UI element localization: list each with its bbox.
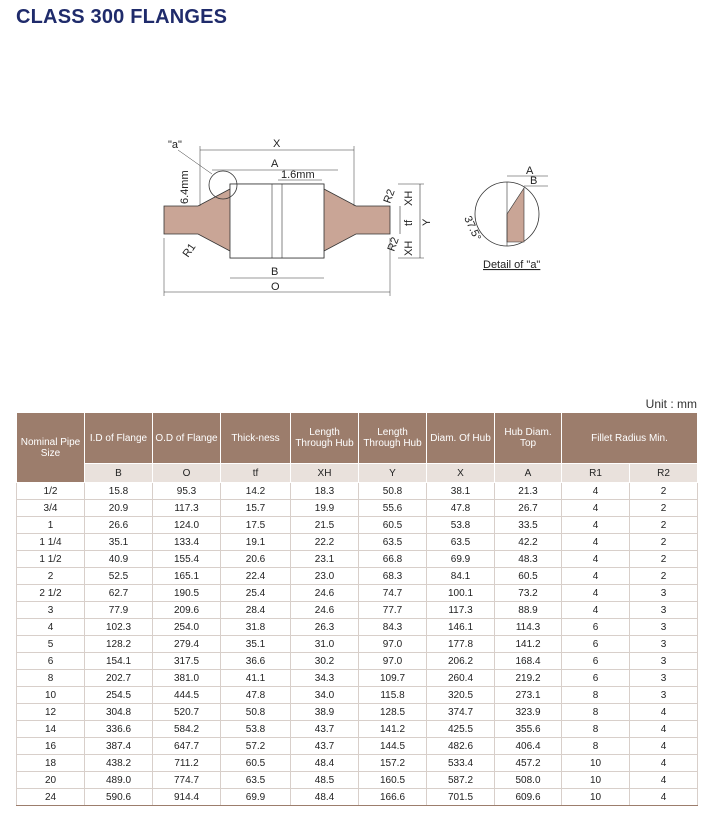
col-thickness: Thick-ness <box>221 413 291 464</box>
table-cell: 5 <box>17 636 85 653</box>
dim-y-label: Y <box>421 218 433 226</box>
table-cell: 48.4 <box>291 789 359 806</box>
table-cell: 62.7 <box>85 585 153 602</box>
table-cell: 6 <box>562 653 630 670</box>
table-cell: 3/4 <box>17 500 85 517</box>
table-cell: 2 <box>630 483 698 500</box>
table-cell: 12 <box>17 704 85 721</box>
table-row <box>17 551 698 568</box>
table-cell: 43.7 <box>291 721 359 738</box>
table-cell: 587.2 <box>427 772 495 789</box>
table-cell: 202.7 <box>85 670 153 687</box>
col-length-hub-y: Length Through Hub <box>359 413 427 464</box>
table-cell: 3 <box>630 653 698 670</box>
table-cell: 63.5 <box>221 772 291 789</box>
col-nominal-size: Nominal Pipe Size <box>17 413 85 483</box>
table-cell: 3 <box>630 602 698 619</box>
table-cell: 155.4 <box>153 551 221 568</box>
table-cell: 320.5 <box>427 687 495 704</box>
table-cell: 114.3 <box>495 619 562 636</box>
dim-r2-top-label: R2 <box>381 187 398 206</box>
table-cell: 254.5 <box>85 687 153 704</box>
table-row <box>17 517 698 534</box>
table-row <box>17 653 698 670</box>
table-cell: 166.6 <box>359 789 427 806</box>
table-cell: 84.3 <box>359 619 427 636</box>
table-cell: 17.5 <box>221 517 291 534</box>
table-cell: 100.1 <box>427 585 495 602</box>
table-cell: 48.5 <box>291 772 359 789</box>
table-cell: 2 <box>630 517 698 534</box>
sub-a: A <box>495 464 562 483</box>
table-cell: 60.5 <box>495 568 562 585</box>
table-cell: 50.8 <box>221 704 291 721</box>
table-cell: 355.6 <box>495 721 562 738</box>
table-cell: 482.6 <box>427 738 495 755</box>
table-cell: 141.2 <box>495 636 562 653</box>
table-cell: 20.6 <box>221 551 291 568</box>
table-cell: 73.2 <box>495 585 562 602</box>
table-row <box>17 568 698 585</box>
table-cell: 63.5 <box>359 534 427 551</box>
table-row <box>17 789 698 806</box>
table-cell: 66.8 <box>359 551 427 568</box>
table-cell: 190.5 <box>153 585 221 602</box>
table-row <box>17 772 698 789</box>
table-cell: 21.5 <box>291 517 359 534</box>
table-cell: 3 <box>630 670 698 687</box>
table-cell: 109.7 <box>359 670 427 687</box>
table-cell: 31.0 <box>291 636 359 653</box>
table-cell: 48.4 <box>291 755 359 772</box>
table-cell: 160.5 <box>359 772 427 789</box>
table-cell: 74.7 <box>359 585 427 602</box>
table-cell: 68.3 <box>359 568 427 585</box>
table-cell: 26.7 <box>495 500 562 517</box>
table-cell: 4 <box>562 517 630 534</box>
table-cell: 4 <box>562 500 630 517</box>
table-cell: 133.4 <box>153 534 221 551</box>
sub-o: O <box>153 464 221 483</box>
col-id-flange: I.D of Flange <box>85 413 153 464</box>
dim-tf-label: tf <box>403 219 415 226</box>
flange-section-drawing <box>150 134 440 300</box>
dim-xh-bottom-label: XH <box>403 240 415 256</box>
table-row <box>17 721 698 738</box>
table-cell: 6 <box>17 653 85 670</box>
table-cell: 157.2 <box>359 755 427 772</box>
table-cell: 43.7 <box>291 738 359 755</box>
table-cell: 154.1 <box>85 653 153 670</box>
col-diam-hub: Diam. Of Hub <box>427 413 495 464</box>
table-cell: 102.3 <box>85 619 153 636</box>
table-cell: 219.2 <box>495 670 562 687</box>
sub-x: X <box>427 464 495 483</box>
table-cell: 38.1 <box>427 483 495 500</box>
table-cell: 6 <box>562 636 630 653</box>
table-cell: 4 <box>630 704 698 721</box>
table-cell: 41.1 <box>221 670 291 687</box>
table-cell: 279.4 <box>153 636 221 653</box>
table-cell: 19.9 <box>291 500 359 517</box>
table-cell: 8 <box>17 670 85 687</box>
table-row <box>17 687 698 704</box>
dim-xh-top-label: XH <box>403 190 415 206</box>
table-row <box>17 704 698 721</box>
table-cell: 4 <box>562 551 630 568</box>
table-cell: 2 <box>630 534 698 551</box>
table-cell: 38.9 <box>291 704 359 721</box>
table-cell: 647.7 <box>153 738 221 755</box>
table-row <box>17 755 698 772</box>
table-cell: 84.1 <box>427 568 495 585</box>
table-cell: 33.5 <box>495 517 562 534</box>
table-cell: 28.4 <box>221 602 291 619</box>
table-cell: 444.5 <box>153 687 221 704</box>
table-cell: 8 <box>562 721 630 738</box>
table-body <box>17 483 698 806</box>
table-cell: 42.2 <box>495 534 562 551</box>
dim-x-label: X <box>273 138 281 150</box>
table-cell: 4 <box>630 772 698 789</box>
table-cell: 3 <box>630 619 698 636</box>
table-cell: 489.0 <box>85 772 153 789</box>
table-cell: 374.7 <box>427 704 495 721</box>
table-cell: 35.1 <box>85 534 153 551</box>
table-cell: 4 <box>630 789 698 806</box>
table-cell: 590.6 <box>85 789 153 806</box>
table-cell: 124.0 <box>153 517 221 534</box>
table-cell: 26.6 <box>85 517 153 534</box>
dim-b-label: B <box>271 266 279 278</box>
table-cell: 381.0 <box>153 670 221 687</box>
table-cell: 20.9 <box>85 500 153 517</box>
table-cell: 711.2 <box>153 755 221 772</box>
table-cell: 1 1/2 <box>17 551 85 568</box>
table-cell: 24 <box>17 789 85 806</box>
col-fillet-radius: Fillet Radius Min. <box>562 413 698 464</box>
table-cell: 19.1 <box>221 534 291 551</box>
detail-a-mark: "a" <box>168 139 182 151</box>
table-cell: 3 <box>630 636 698 653</box>
table-cell: 508.0 <box>495 772 562 789</box>
sub-r1: R1 <box>562 464 630 483</box>
table-cell: 77.9 <box>85 602 153 619</box>
table-cell: 97.0 <box>359 653 427 670</box>
table-cell: 10 <box>17 687 85 704</box>
table-cell: 97.0 <box>359 636 427 653</box>
table-cell: 1 1/4 <box>17 534 85 551</box>
table-row <box>17 483 698 500</box>
table-cell: 24.6 <box>291 602 359 619</box>
table-header-row <box>17 413 698 464</box>
table-cell: 2 <box>630 568 698 585</box>
table-cell: 209.6 <box>153 602 221 619</box>
table-cell: 60.5 <box>221 755 291 772</box>
table-cell: 425.5 <box>427 721 495 738</box>
table-cell: 34.0 <box>291 687 359 704</box>
table-cell: 609.6 <box>495 789 562 806</box>
table-cell: 31.8 <box>221 619 291 636</box>
table-cell: 8 <box>562 687 630 704</box>
table-cell: 26.3 <box>291 619 359 636</box>
detail-caption: Detail of "a" <box>483 259 541 271</box>
table-cell: 1/2 <box>17 483 85 500</box>
col-od-flange: O.D of Flange <box>153 413 221 464</box>
table-row <box>17 534 698 551</box>
table-cell: 168.4 <box>495 653 562 670</box>
table-cell: 52.5 <box>85 568 153 585</box>
table-cell: 3 <box>17 602 85 619</box>
table-cell: 254.0 <box>153 619 221 636</box>
dim-a-label: A <box>271 158 279 170</box>
table-cell: 63.5 <box>427 534 495 551</box>
table-cell: 95.3 <box>153 483 221 500</box>
col-hub-diam-top: Hub Diam. Top <box>495 413 562 464</box>
table-cell: 146.1 <box>427 619 495 636</box>
table-cell: 3 <box>630 687 698 704</box>
table-cell: 23.1 <box>291 551 359 568</box>
table-cell: 4 <box>562 585 630 602</box>
table-cell: 8 <box>562 738 630 755</box>
detail-angle-label: 37.5° <box>461 214 484 243</box>
detail-a-drawing <box>450 162 560 274</box>
table-cell: 774.7 <box>153 772 221 789</box>
table-cell: 18.3 <box>291 483 359 500</box>
flange-spec-table <box>16 412 698 806</box>
table-row <box>17 602 698 619</box>
table-cell: 4 <box>630 755 698 772</box>
table-cell: 128.5 <box>359 704 427 721</box>
sub-y: Y <box>359 464 427 483</box>
table-cell: 323.9 <box>495 704 562 721</box>
detail-a-label: A <box>526 165 534 177</box>
table-cell: 40.9 <box>85 551 153 568</box>
flange-bore <box>230 184 324 258</box>
table-cell: 53.8 <box>427 517 495 534</box>
page-title: CLASS 300 FLANGES <box>16 6 228 28</box>
table-cell: 4 <box>630 738 698 755</box>
table-cell: 4 <box>562 602 630 619</box>
table-cell: 69.9 <box>221 789 291 806</box>
table-cell: 16 <box>17 738 85 755</box>
table-cell: 10 <box>562 789 630 806</box>
table-cell: 144.5 <box>359 738 427 755</box>
table-cell: 57.2 <box>221 738 291 755</box>
dim-64mm-label: 6.4mm <box>179 170 191 204</box>
dim-gap-label: 1.6mm <box>281 169 315 181</box>
dim-r1-label: R1 <box>180 241 199 260</box>
table-cell: 165.1 <box>153 568 221 585</box>
table-cell: 6 <box>562 670 630 687</box>
table-cell: 2 <box>630 551 698 568</box>
table-cell: 47.8 <box>221 687 291 704</box>
table-cell: 115.8 <box>359 687 427 704</box>
table-cell: 117.3 <box>427 602 495 619</box>
table-subheader-row <box>17 464 698 483</box>
table-cell: 4 <box>17 619 85 636</box>
sub-r2: R2 <box>630 464 698 483</box>
table-cell: 34.3 <box>291 670 359 687</box>
table-cell: 6 <box>562 619 630 636</box>
table-cell: 21.3 <box>495 483 562 500</box>
table-cell: 10 <box>562 755 630 772</box>
table-cell: 14 <box>17 721 85 738</box>
table-row <box>17 585 698 602</box>
table-cell: 24.6 <box>291 585 359 602</box>
detail-b-label: B <box>530 175 538 187</box>
table-cell: 60.5 <box>359 517 427 534</box>
table-row <box>17 636 698 653</box>
table-cell: 128.2 <box>85 636 153 653</box>
dim-r2-bottom-label: R2 <box>385 235 402 254</box>
table-row <box>17 619 698 636</box>
table-cell: 336.6 <box>85 721 153 738</box>
table-cell: 141.2 <box>359 721 427 738</box>
table-cell: 3 <box>630 585 698 602</box>
table-row <box>17 670 698 687</box>
table-cell: 206.2 <box>427 653 495 670</box>
table-cell: 701.5 <box>427 789 495 806</box>
col-length-hub-xh: Length Through Hub <box>291 413 359 464</box>
sub-xh: XH <box>291 464 359 483</box>
table-cell: 2 <box>17 568 85 585</box>
table-cell: 35.1 <box>221 636 291 653</box>
table-cell: 304.8 <box>85 704 153 721</box>
table-cell: 20 <box>17 772 85 789</box>
table-cell: 22.2 <box>291 534 359 551</box>
table-cell: 584.2 <box>153 721 221 738</box>
table-cell: 387.4 <box>85 738 153 755</box>
table-cell: 520.7 <box>153 704 221 721</box>
table-cell: 50.8 <box>359 483 427 500</box>
table-cell: 4 <box>562 534 630 551</box>
table-cell: 36.6 <box>221 653 291 670</box>
table-cell: 88.9 <box>495 602 562 619</box>
table-cell: 914.4 <box>153 789 221 806</box>
table-cell: 273.1 <box>495 687 562 704</box>
unit-label: Unit : mm <box>645 397 697 411</box>
table-cell: 8 <box>562 704 630 721</box>
dim-o-label: O <box>271 281 280 293</box>
table-cell: 69.9 <box>427 551 495 568</box>
table-cell: 18 <box>17 755 85 772</box>
table-cell: 260.4 <box>427 670 495 687</box>
table-cell: 4 <box>562 483 630 500</box>
table-cell: 30.2 <box>291 653 359 670</box>
table-cell: 25.4 <box>221 585 291 602</box>
table-cell: 533.4 <box>427 755 495 772</box>
sub-tf: tf <box>221 464 291 483</box>
table-cell: 406.4 <box>495 738 562 755</box>
sub-b: B <box>85 464 153 483</box>
table-cell: 4 <box>562 568 630 585</box>
table-row <box>17 500 698 517</box>
table-cell: 47.8 <box>427 500 495 517</box>
table-row <box>17 738 698 755</box>
table-cell: 77.7 <box>359 602 427 619</box>
table-cell: 53.8 <box>221 721 291 738</box>
table-cell: 2 <box>630 500 698 517</box>
table-cell: 457.2 <box>495 755 562 772</box>
table-cell: 317.5 <box>153 653 221 670</box>
table-cell: 2 1/2 <box>17 585 85 602</box>
table-cell: 55.6 <box>359 500 427 517</box>
table-cell: 177.8 <box>427 636 495 653</box>
table-cell: 15.8 <box>85 483 153 500</box>
table-cell: 48.3 <box>495 551 562 568</box>
table-cell: 1 <box>17 517 85 534</box>
table-cell: 14.2 <box>221 483 291 500</box>
table-cell: 4 <box>630 721 698 738</box>
table-cell: 117.3 <box>153 500 221 517</box>
table-cell: 438.2 <box>85 755 153 772</box>
table-cell: 23.0 <box>291 568 359 585</box>
table-cell: 15.7 <box>221 500 291 517</box>
table-cell: 22.4 <box>221 568 291 585</box>
table-cell: 10 <box>562 772 630 789</box>
